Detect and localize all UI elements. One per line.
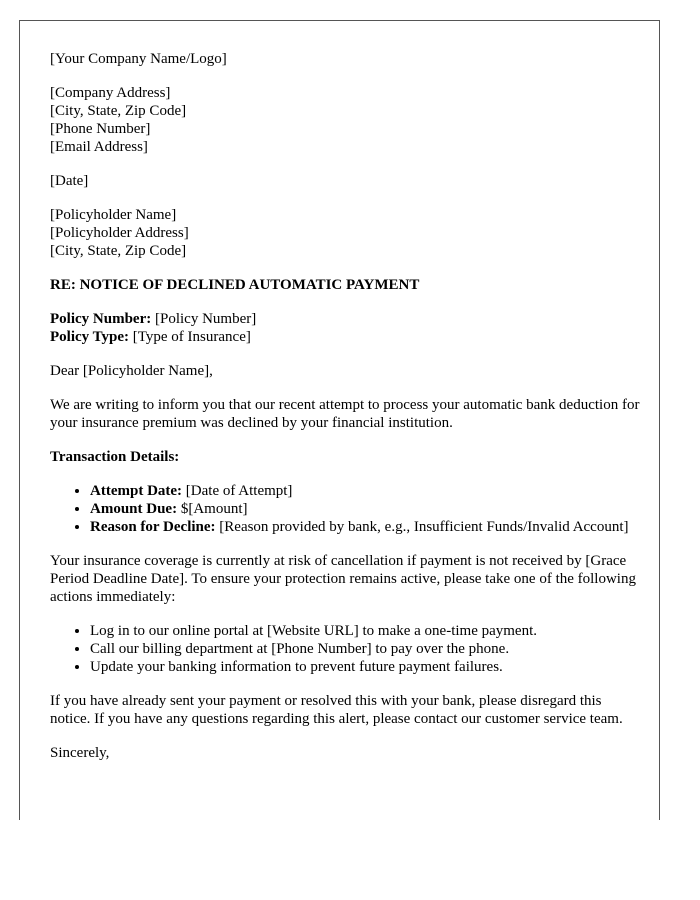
actions-list bbox=[50, 622, 640, 676]
amount-due-value: $[Amount] bbox=[177, 501, 248, 517]
attempt-date-label: Attempt Date: bbox=[90, 483, 183, 499]
decline-reason-value: [Reason provided by bank, e.g., Insufficient Funds/Invalid Account] bbox=[215, 519, 629, 535]
risk-paragraph: Your insurance coverage is currently at risk of cancellation if payment is not received by [Grace Period Deadline Date]. To ensure your protection remains active, please take one of the following actions immediately: bbox=[50, 553, 636, 605]
intro-paragraph: We are writing to inform you that our recent attempt to process your automatic bank deduction for your insurance premium was declined by your financial institution. bbox=[50, 397, 640, 431]
sender-address-block bbox=[50, 84, 640, 156]
policy-number-value: [Policy Number] bbox=[151, 311, 257, 327]
recipient-address: [Policyholder Address] bbox=[50, 225, 189, 241]
letter-date: [Date] bbox=[50, 173, 89, 189]
list-item: • Update your banking information to prevent future payment failures. bbox=[90, 658, 640, 676]
list-item bbox=[90, 518, 640, 536]
decline-reason-label: Reason for Decline: bbox=[90, 519, 216, 535]
company-name: [Your Company Name/Logo] bbox=[50, 51, 227, 67]
list-item: • Log in to our online portal at [Website URL] to make a one-time payment. bbox=[90, 622, 640, 640]
recipient-city-state-zip: [City, State, Zip Code] bbox=[50, 243, 187, 259]
list-item bbox=[90, 500, 640, 518]
company-address: [Company Address] bbox=[50, 85, 171, 101]
letter-content bbox=[50, 50, 640, 778]
letter-page bbox=[19, 20, 660, 820]
company-email: [Email Address] bbox=[50, 139, 148, 155]
policy-type-label: Policy Type: bbox=[50, 329, 130, 345]
list-item: • Call our billing department at [Phone Number] to pay over the phone. bbox=[90, 640, 640, 658]
recipient-block bbox=[50, 206, 640, 260]
policy-number-label: Policy Number: bbox=[50, 311, 152, 327]
transaction-list bbox=[50, 482, 640, 536]
company-phone: [Phone Number] bbox=[50, 121, 151, 137]
subject-line: RE: NOTICE OF DECLINED AUTOMATIC PAYMENT bbox=[50, 277, 420, 293]
list-item bbox=[90, 482, 640, 500]
policy-type-value: [Type of Insurance] bbox=[129, 329, 251, 345]
policy-block bbox=[50, 310, 640, 346]
transaction-heading bbox=[50, 448, 640, 466]
attempt-date-value: [Date of Attempt] bbox=[182, 483, 293, 499]
salutation: Dear [Policyholder Name], bbox=[50, 363, 213, 379]
company-city-state-zip: [City, State, Zip Code] bbox=[50, 103, 187, 119]
transaction-heading-text: Transaction Details: bbox=[50, 449, 180, 465]
signoff: Sincerely, bbox=[50, 745, 110, 761]
amount-due-label: Amount Due: bbox=[90, 501, 178, 517]
closing-paragraph: If you have already sent your payment or resolved this with your bank, please disregard this notice. If you have any questions regarding this alert, please contact our customer service team. bbox=[50, 693, 623, 727]
recipient-name: [Policyholder Name] bbox=[50, 207, 177, 223]
